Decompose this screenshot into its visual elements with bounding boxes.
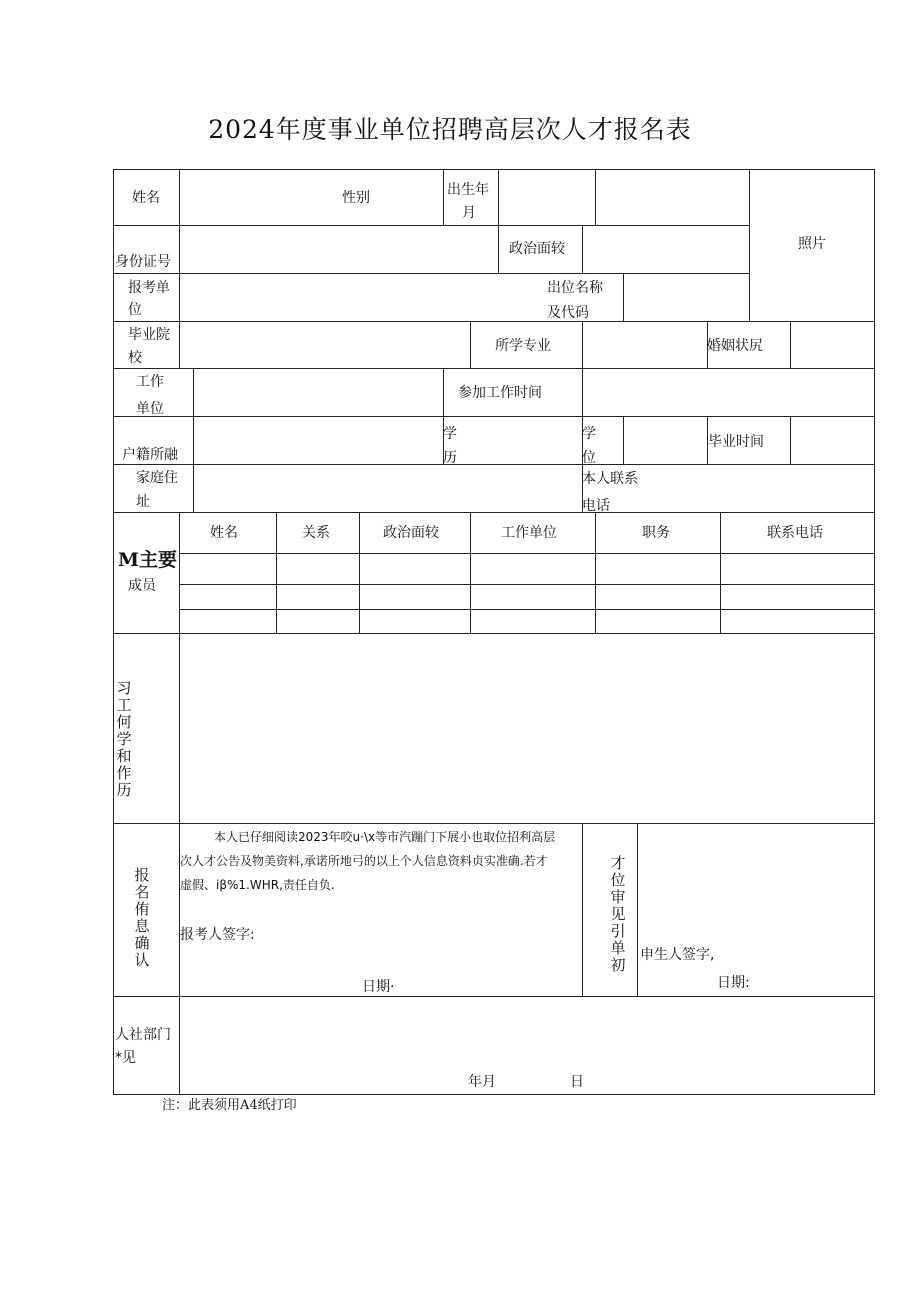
- birth-label-line2: 月: [462, 205, 476, 221]
- footnote: 注：此表须用A4纸打印: [162, 1098, 297, 1113]
- work-unit-label-line2: 单位: [136, 401, 164, 417]
- hr-opinion-label-line1: 人社部门: [115, 1027, 171, 1043]
- applicant-signature-label: 报考人签字:: [180, 927, 255, 943]
- marital-status-label: 婚姻状尻: [707, 338, 763, 354]
- study-work-history-label: 习工何学和作历: [116, 679, 132, 799]
- major-label: 所学专业: [495, 338, 551, 354]
- education-label-line1: 学: [443, 426, 457, 442]
- gender-label: 性别: [342, 190, 370, 206]
- reviewer-signature-label: 申生人签字,: [640, 947, 715, 963]
- hukou-label: 户籍所融: [122, 447, 178, 463]
- confirmation-label: 报名侑息确认: [134, 866, 150, 969]
- table-row[interactable]: [180, 554, 875, 584]
- position-label-line1: 岀位名称: [547, 280, 603, 296]
- reviewer-date-label: 日期:: [717, 975, 750, 991]
- applicant-date-label: 日期·: [362, 979, 395, 995]
- family-header-position: 职务: [642, 525, 670, 541]
- table-row[interactable]: [180, 585, 875, 609]
- id-number-label: 身份证号: [115, 254, 171, 270]
- hr-opinion-label-line2: *见: [115, 1050, 136, 1066]
- address-label-line1: 家庭住: [136, 470, 178, 486]
- family-header-relation: 关系: [302, 525, 330, 541]
- declaration-line-3: 虚假、iβ%1.WHR,责任自负.: [180, 878, 335, 892]
- work-unit-label-line1: 工作: [136, 374, 164, 390]
- registration-form-table: [113, 169, 875, 1095]
- family-header-phone: 联系电话: [767, 525, 823, 541]
- phone-label-line2: 电话: [582, 498, 610, 514]
- address-label-line2: 址: [136, 494, 150, 510]
- family-header-political: 政治面较: [383, 525, 439, 541]
- graduation-time-label: 毕业时间: [708, 434, 764, 450]
- school-label-line2: 校: [128, 350, 142, 366]
- declaration-line-2: 次人才公告及物美资料,承诺所地弓的以上个人信息资料贞实准确.若才: [180, 854, 548, 868]
- unit-review-label: 才位审见引单初: [610, 854, 626, 974]
- name-label: 姓名: [132, 190, 160, 206]
- photo-placeholder: 照片: [798, 236, 826, 252]
- birth-label-line1: 出生年: [447, 182, 489, 198]
- degree-label-line1: 学: [582, 426, 596, 442]
- family-label-line2: 成员: [128, 578, 156, 594]
- hr-year-month-label: 年月: [468, 1074, 496, 1090]
- page-title: 2024年度事业单位招聘高层次人才报名表: [208, 115, 692, 144]
- family-label-line1: M主要: [118, 549, 178, 571]
- apply-unit-label-line1: 报考单: [128, 280, 170, 296]
- phone-label-line1: 本人联系: [582, 471, 638, 487]
- declaration-line-1: 本人已仔细阅读2023年咬u·\x等市汽蹦门下展小也取位招利高层: [214, 830, 556, 844]
- education-label-line2: 历: [443, 450, 457, 466]
- political-status-label: 政治面较: [509, 241, 565, 257]
- position-label-line2: 及代码: [547, 305, 589, 321]
- family-header-name: 姓名: [210, 525, 238, 541]
- school-label-line1: 毕业院: [128, 327, 170, 343]
- family-header-work-unit: 工作单位: [501, 525, 557, 541]
- degree-label-line2: 位: [582, 450, 596, 466]
- apply-unit-label-line2: 位: [128, 302, 142, 318]
- study-work-history-field[interactable]: [180, 634, 875, 823]
- table-row[interactable]: [180, 610, 875, 633]
- work-start-time-label: 参加工作时间: [458, 385, 542, 401]
- hr-day-label: 日: [570, 1074, 584, 1090]
